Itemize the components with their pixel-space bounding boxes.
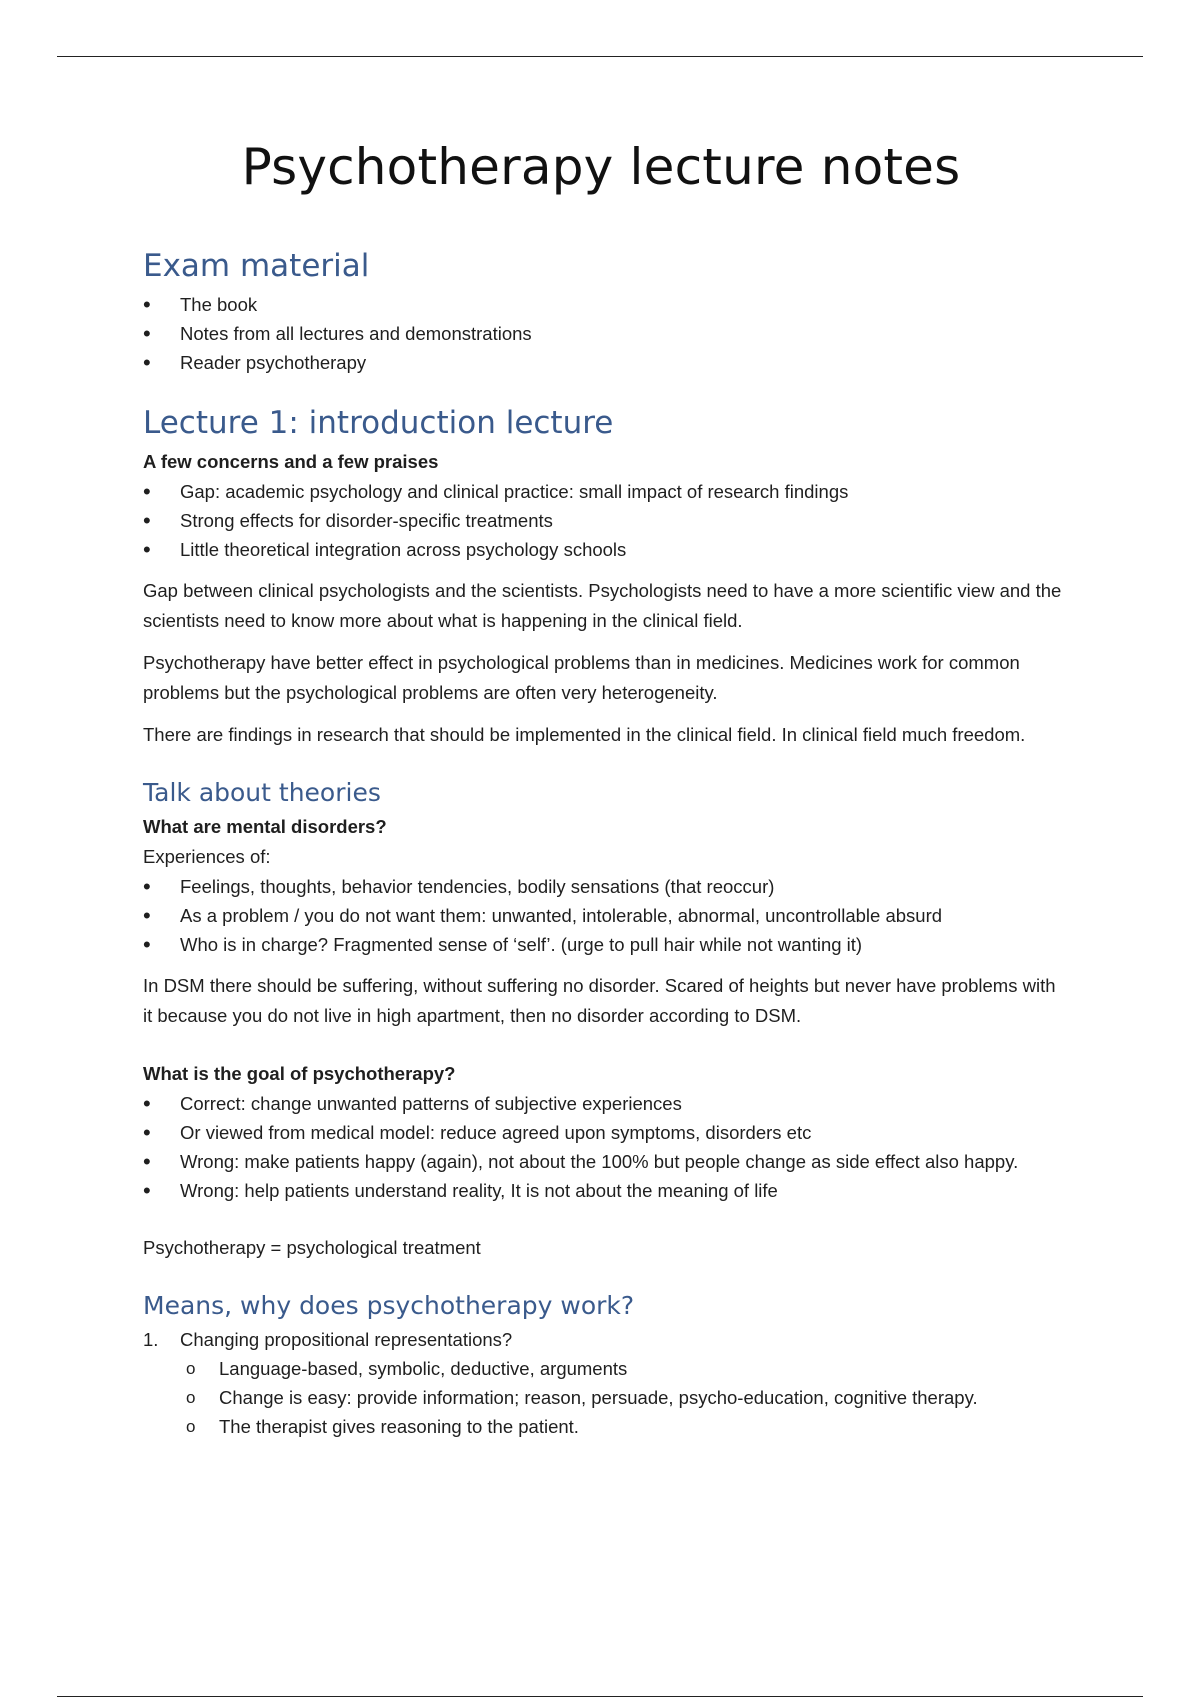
goal-list [143,1089,1063,1205]
means-heading: Means, why does psychotherapy work? [143,1291,635,1320]
item-number: 1. [143,1329,159,1350]
definition-line: Psychotherapy = psychological treatment [143,1237,481,1258]
sub-list-item: o Change is easy: provide information; reason, persuade, psycho-education, cognitive therapy. [186,1383,1063,1412]
list-item: • The book [143,290,1063,319]
experiences-intro: Experiences of: [143,846,271,867]
exam-material-list [143,290,1063,377]
list-item: • Wrong: make patients happy (again), not about the 100% but people change as side effect also happy. [143,1147,1063,1176]
lecture1-paragraph-1: Gap between clinical psychologists and the scientists. Psychologists need to have a more scientific view and the scientists need to know more about what is happening in the clinical field. [143,580,1062,631]
dsm-paragraph: In DSM there should be suffering, without suffering no disorder. Scared of heights but never have problems with it because you do not live in high apartment, then no disorder according to DSM. [143,975,1056,1026]
list-item: • Gap: academic psychology and clinical practice: small impact of research findings [143,477,1063,506]
numbered-item [143,1325,1063,1354]
list-item: • Feelings, thoughts, behavior tendencies, bodily sensations (that reoccur) [143,872,1063,901]
list-item: • Who is in charge? Fragmented sense of ‘self’. (urge to pull hair while not wanting it) [143,930,1063,959]
sub-list-item: o The therapist gives reasoning to the patient. [186,1412,1063,1441]
theories-heading: Talk about theories [143,778,381,807]
bottom-rule [57,1696,1143,1697]
document-page [143,138,1063,1441]
page-title: Psychotherapy lecture notes [241,138,961,196]
top-rule [57,56,1143,57]
lecture1-paragraph-3: There are findings in research that should be implemented in the clinical field. In clinical field much freedom. [143,724,1026,745]
lecture1-subheading: A few concerns and a few praises [143,451,439,472]
list-item: • Reader psychotherapy [143,348,1063,377]
experiences-list [143,872,1063,959]
mental-disorders-question: What are mental disorders? [143,816,387,837]
exam-material-heading: Exam material [143,248,370,284]
item-text: Changing propositional representations? [180,1329,513,1350]
means-numbered-list [143,1325,1063,1354]
lecture1-list [143,477,1063,564]
list-item: • Little theoretical integration across psychology schools [143,535,1063,564]
list-item: • Wrong: help patients understand reality, It is not about the meaning of life [143,1176,1063,1205]
goal-question: What is the goal of psychotherapy? [143,1063,456,1084]
sub-list-item: o Language-based, symbolic, deductive, arguments [186,1354,1063,1383]
list-item: • Correct: change unwanted patterns of subjective experiences [143,1089,1063,1118]
lecture1-heading: Lecture 1: introduction lecture [143,405,614,441]
means-sub-list [186,1354,1063,1441]
list-item: • Strong effects for disorder-specific treatments [143,506,1063,535]
list-item: • As a problem / you do not want them: unwanted, intolerable, abnormal, uncontrollable absurd [143,901,1063,930]
list-item: • Notes from all lectures and demonstrations [143,319,1063,348]
list-item: • Or viewed from medical model: reduce agreed upon symptoms, disorders etc [143,1118,1063,1147]
lecture1-paragraph-2: Psychotherapy have better effect in psychological problems than in medicines. Medicines work for common problems but the psychological problems are often very heterogeneity. [143,652,1020,703]
